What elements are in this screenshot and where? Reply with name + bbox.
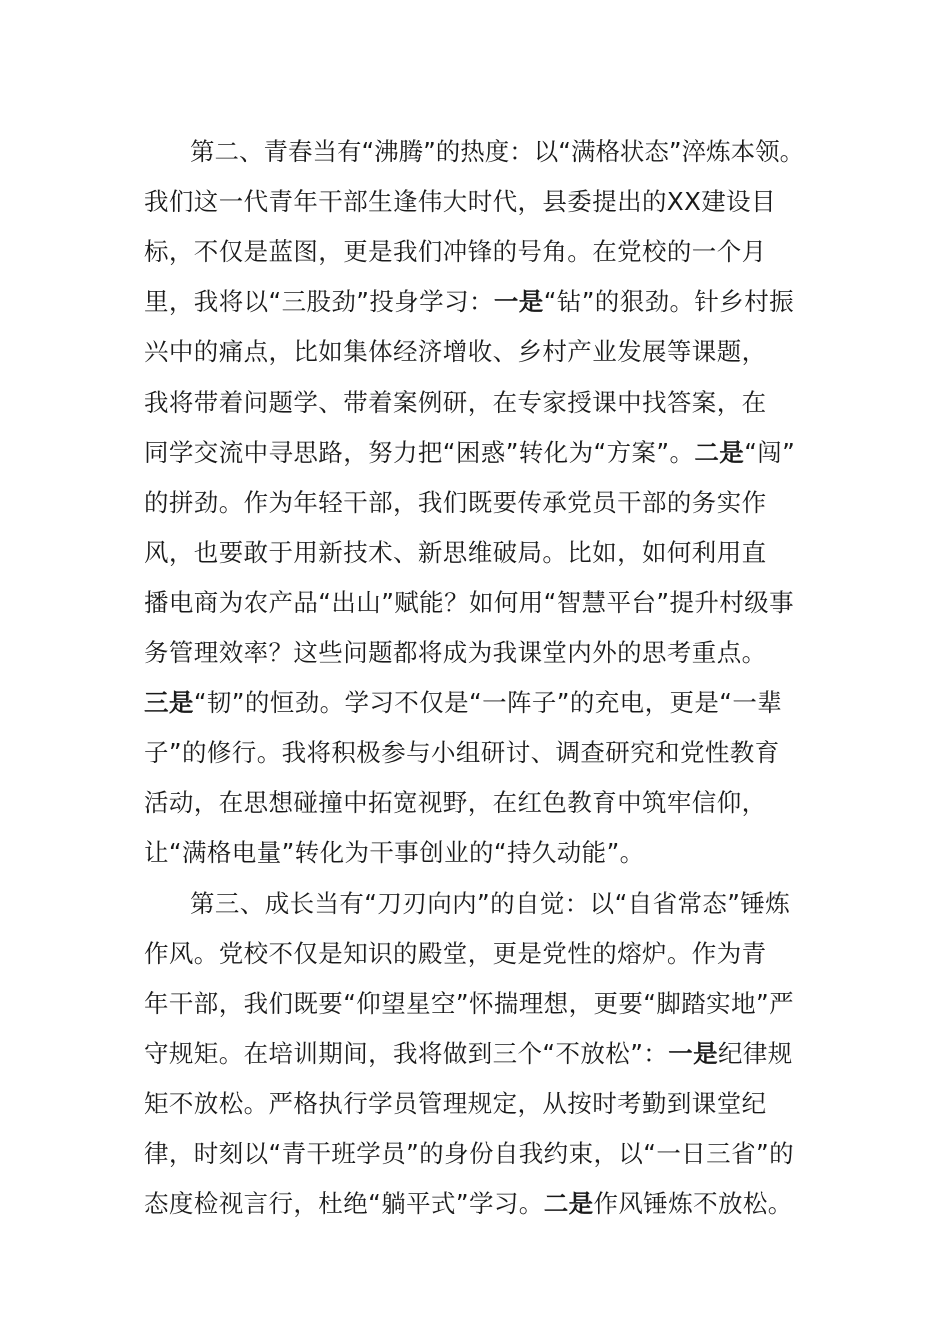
bold-keyword: 一是 (493, 287, 544, 316)
bold-keyword: 二是 (543, 1189, 594, 1218)
paragraph-line (144, 484, 804, 522)
text-run: 同学交流中寻思路，努力把“困惑”转化为“方案”。 (144, 438, 695, 467)
text-run: 律，时刻以“青干班学员”的身份自我约束，以“一日三省”的 (144, 1139, 794, 1168)
paragraph-first-line (190, 133, 804, 171)
paragraph-line (144, 333, 804, 371)
paragraph-line (144, 1035, 804, 1073)
text-run: 务管理效率？这些问题都将成为我课堂内外的思考重点。 (144, 638, 767, 667)
paragraph-line (144, 734, 804, 772)
text-run: 里，我将以“三股劲”投身学习： (144, 287, 494, 316)
text-run: 守规矩。在培训期间，我将做到三个“不放松”： (144, 1039, 669, 1068)
text-run: 纪律规 (718, 1039, 793, 1068)
text-run: 风，也要敢于用新技术、新思维破局。比如，如何利用直 (144, 538, 767, 567)
bold-keyword: 三是 (144, 688, 194, 717)
text-run: 子”的修行。我将积极参与小组研讨、调查研究和党性教育 (144, 738, 780, 767)
text-run: 作风锤炼不放松。 (593, 1189, 793, 1218)
text-run: 播电商为农产品“出山”赋能？如何用“智慧平台”提升村级事 (144, 588, 794, 617)
bold-keyword: 一是 (668, 1039, 718, 1068)
text-run: 我们这一代青年干部生逢伟大时代，县委提出的XX建设目 (144, 187, 776, 216)
paragraph-line (144, 935, 804, 973)
text-run: 第三、成长当有“刀刃向内”的自觉：以“自省常态”锤炼 (190, 889, 791, 918)
text-run: 活动，在思想碰撞中拓宽视野，在红色教育中筑牢信仰， (144, 788, 767, 817)
text-run: 年干部，我们既要“仰望星空”怀揣理想，更要“脚踏实地”严 (144, 989, 794, 1018)
paragraph-line (144, 584, 804, 622)
text-run: 我将带着问题学、带着案例研，在专家授课中找答案，在 (144, 388, 767, 417)
paragraph-line (144, 634, 804, 672)
paragraph-line (144, 1085, 804, 1123)
paragraph-line (144, 784, 804, 822)
paragraph-line (144, 1185, 804, 1223)
text-run: “闯” (744, 438, 796, 467)
text-run: 兴中的痛点，比如集体经济增收、乡村产业发展等课题， (144, 337, 767, 366)
text-run: 让“满格电量”转化为干事创业的“持久动能”。 (144, 838, 645, 867)
paragraph-line (144, 534, 804, 572)
text-run: “钻”的狠劲。针乡村振 (543, 287, 794, 316)
paragraph-line (144, 384, 804, 422)
paragraph-line (144, 684, 804, 722)
text-run: 态度检视言行，杜绝“躺平式”学习。 (144, 1189, 544, 1218)
paragraph-first-line (190, 885, 804, 923)
text-run: “韧”的恒劲。学习不仅是“一阵子”的充电，更是“一辈 (193, 688, 783, 717)
text-run: 标，不仅是蓝图，更是我们冲锋的号角。在党校的一个月 (144, 237, 767, 266)
text-run: 的拼劲。作为年轻干部，我们既要传承党员干部的务实作 (144, 488, 767, 517)
paragraph-line (144, 1135, 804, 1173)
text-run: 矩不放松。严格执行学员管理规定，从按时考勤到课堂纪 (144, 1089, 767, 1118)
text-run: 作风。党校不仅是知识的殿堂，更是党性的熔炉。作为青 (144, 939, 767, 968)
paragraph-line (144, 985, 804, 1023)
paragraph-line (144, 183, 804, 221)
paragraph-line (144, 434, 804, 472)
text-run: 第二、青春当有“沸腾”的热度：以“满格状态”淬炼本领。 (190, 137, 805, 166)
bold-keyword: 二是 (694, 438, 745, 467)
paragraph-line (144, 283, 804, 321)
paragraph-line (144, 834, 804, 872)
paragraph-line (144, 233, 804, 271)
